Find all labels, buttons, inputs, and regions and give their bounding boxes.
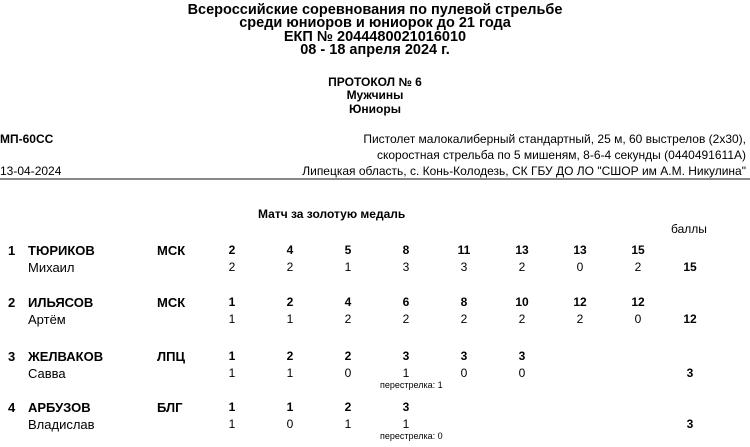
series-score: 3 [460,260,468,274]
series-score: 1 [228,312,236,326]
cumulative-score: 3 [402,400,410,414]
series-score: 0 [344,366,352,380]
series-score: 0 [518,366,526,380]
series-score: 1 [344,417,352,431]
total-points: 12 [683,312,697,326]
athlete-region: БЛГ [157,400,183,415]
series-score: 1 [344,260,352,274]
series-score: 3 [402,260,410,274]
cumulative-score: 8 [402,243,410,257]
total-points: 3 [686,417,694,431]
cumulative-score: 6 [402,295,410,309]
cumulative-score: 2 [286,295,294,309]
cumulative-score: 15 [631,243,645,257]
cumulative-score: 1 [228,349,236,363]
athlete-rank: 4 [8,400,16,415]
athlete-firstname: Владислав [28,417,95,432]
event-code: МП-60СС [0,132,54,146]
series-score: 2 [402,312,410,326]
competition-title-line2: среди юниоров и юниорок до 21 года [239,15,511,31]
series-score: 2 [286,260,294,274]
series-score: 1 [228,366,236,380]
cumulative-score: 5 [344,243,352,257]
cumulative-score: 1 [286,400,294,414]
athlete-region: МСК [157,243,186,258]
series-score: 2 [344,312,352,326]
athlete-region: ЛПЦ [157,349,185,364]
athlete-rank: 1 [8,243,16,258]
series-score: 1 [402,417,410,431]
event-description-line2: скоростная стрельба по 5 мишеням, 8-6-4 секунды (0440491611А) [377,148,746,162]
athlete-surname: ЖЕЛВАКОВ [28,349,104,364]
gender: Мужчины [346,88,404,102]
series-score: 0 [460,366,468,380]
cumulative-score: 1 [228,295,236,309]
cumulative-score: 2 [344,400,352,414]
event-date: 13-04-2024 [0,164,62,178]
athlete-rank: 3 [8,349,16,364]
category: Юниоры [349,102,401,116]
shootoff-note: перестрелка: 0 [380,431,443,441]
shootoff-note: перестрелка: 1 [380,380,443,390]
series-score: 1 [286,366,294,380]
athlete-surname: АРБУЗОВ [28,400,91,415]
series-score: 1 [402,366,410,380]
event-description-line1: Пистолет малокалиберный стандартный, 25 м, 60 выстрелов (2x30), [363,132,746,146]
cumulative-score: 13 [573,243,587,257]
athlete-firstname: Савва [28,366,66,381]
cumulative-score: 13 [515,243,529,257]
cumulative-score: 10 [515,295,529,309]
series-score: 2 [576,312,584,326]
athlete-region: МСК [157,295,186,310]
series-score: 0 [634,312,642,326]
cumulative-score: 3 [460,349,468,363]
athlete-surname: ТЮРИКОВ [28,243,95,258]
series-score: 0 [576,260,584,274]
competition-title-line1: Всероссийские соревнования по пулевой стрельбе [187,2,563,18]
total-points: 3 [686,366,694,380]
series-score: 2 [460,312,468,326]
athlete-surname: ИЛЬЯСОВ [28,295,94,310]
athlete-firstname: Артём [28,312,66,327]
series-score: 2 [228,260,236,274]
series-score: 1 [228,417,236,431]
competition-dates: 08 - 18 апреля 2024 г. [300,42,450,58]
ekp-number: ЕКП № 2044480021016010 [283,29,467,45]
series-score: 2 [518,260,526,274]
cumulative-score: 8 [460,295,468,309]
series-score: 2 [518,312,526,326]
cumulative-score: 3 [518,349,526,363]
cumulative-score: 2 [228,243,236,257]
points-header: баллы [671,222,707,236]
cumulative-score: 2 [286,349,294,363]
protocol-number: ПРОТОКОЛ № 6 [328,75,422,89]
cumulative-score: 2 [344,349,352,363]
venue: Липецкая область, с. Конь-Колодезь, СК ГБУ ДО ЛО "СШОР им А.М. Никулина" [302,164,746,178]
header-divider [0,178,750,180]
match-title: Матч за золотую медаль [258,207,406,221]
cumulative-score: 1 [228,400,236,414]
series-score: 0 [286,417,294,431]
series-score: 1 [286,312,294,326]
cumulative-score: 12 [573,295,587,309]
cumulative-score: 3 [402,349,410,363]
cumulative-score: 4 [344,295,352,309]
cumulative-score: 4 [286,243,294,257]
athlete-firstname: Михаил [28,260,75,275]
total-points: 15 [683,260,697,274]
cumulative-score: 12 [631,295,645,309]
cumulative-score: 11 [457,243,471,257]
athlete-rank: 2 [8,295,16,310]
series-score: 2 [634,260,642,274]
